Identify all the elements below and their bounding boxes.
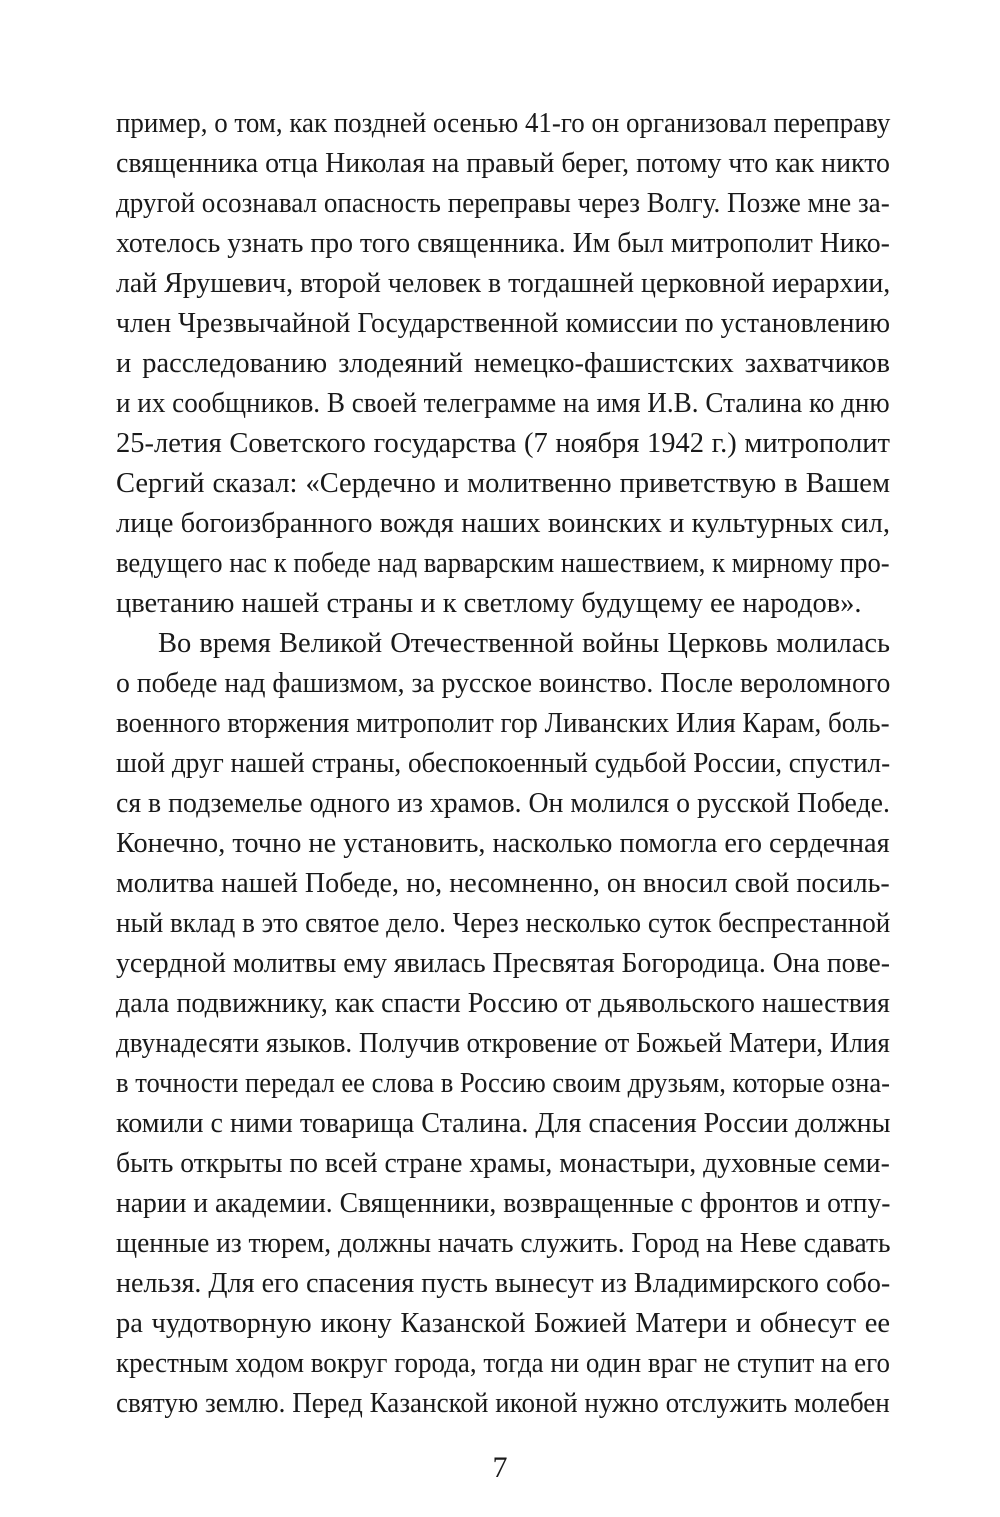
text-line: священника отца Николая на правый берег, потому что как никто — [116, 148, 890, 179]
text-line: хотелось узнать про того священника. Им был митрополит Нико- — [116, 228, 890, 259]
paragraph-last-line: цветанию нашей страны и к светлому будущему ее народов». — [116, 588, 862, 619]
text-line: усердной молитвы ему явилась Пресвятая Богородица. Она пове- — [116, 948, 890, 979]
text-line: лай Ярушевич, второй человек в тогдашней церковной иерархии, — [116, 268, 891, 299]
text-line: молитва нашей Победе, но, несомненно, он вносил свой посиль- — [116, 868, 890, 899]
text-line: и расследованию злодеяний немецко-фашистских захватчиков — [116, 348, 890, 379]
page-number: 7 — [492, 1451, 508, 1484]
text-line: святую землю. Перед Казанской иконой нужно отслужить молебен — [116, 1388, 890, 1419]
text-line: щенные из тюрем, должны начать служить. Город на Неве сдавать — [116, 1228, 891, 1259]
text-line: другой осознавал опасность переправы через Волгу. Позже мне за- — [116, 188, 890, 219]
text-line: шой друг нашей страны, обеспокоенный судьбой России, спустил- — [116, 748, 891, 779]
text-line: Сергий сказал: «Сердечно и молитвенно приветствую в Вашем — [116, 468, 890, 499]
text-line: о победе над фашизмом, за русское воинство. После вероломного — [116, 668, 891, 699]
text-line: и их сообщников. В своей телеграмме на имя И.В. Сталина ко дню — [116, 388, 890, 419]
text-line: ся в подземелье одного из храмов. Он молился о русской Победе. — [116, 788, 890, 819]
text-line: нельзя. Для его спасения пусть вынесут из Владимирского собо- — [116, 1268, 891, 1299]
text-line: крестным ходом вокруг города, тогда ни один враг не ступит на его — [116, 1348, 890, 1379]
text-line: ный вклад в это святое дело. Через несколько суток беспрестанной — [116, 908, 891, 939]
text-line: двунадесяти языков. Получив откровение от Божьей Матери, Илия — [116, 1028, 890, 1059]
text-line: ведущего нас к победе над варварским нашествием, к мирному про- — [116, 548, 890, 579]
text-line: член Чрезвычайной Государственной комиссии по установлению — [116, 308, 891, 339]
text-line: быть открыты по всей стране храмы, монастыри, духовные семи- — [116, 1148, 890, 1179]
text-line: нарии и академии. Священники, возвращенные с фронтов и отпу- — [116, 1188, 891, 1219]
text-line: комили с ними товарища Сталина. Для спасения России должны — [116, 1108, 891, 1139]
text-line: дала подвижнику, как спасти Россию от дьявольского нашествия — [116, 988, 890, 1019]
text-line: Конечно, точно не установить, насколько помогла его сердечная — [116, 828, 890, 859]
text-line: лице богоизбранного вождя наших воинских и культурных сил, — [116, 508, 890, 539]
text-line: 25-летия Советского государства (7 ноября 1942 г.) митрополит — [116, 428, 890, 459]
paragraph-first-line: Во время Великой Отечественной войны Церковь молилась — [158, 628, 890, 659]
text-line: пример, о том, как поздней осенью 41-го он организовал переправу — [116, 108, 891, 139]
text-line: военного вторжения митрополит гор Ливанских Илия Карам, боль- — [116, 708, 890, 739]
text-line: ра чудотворную икону Казанской Божией Матери и обнесут ее — [116, 1308, 890, 1339]
text-line: в точности передал ее слова в Россию своим друзьям, которые озна- — [116, 1068, 890, 1099]
